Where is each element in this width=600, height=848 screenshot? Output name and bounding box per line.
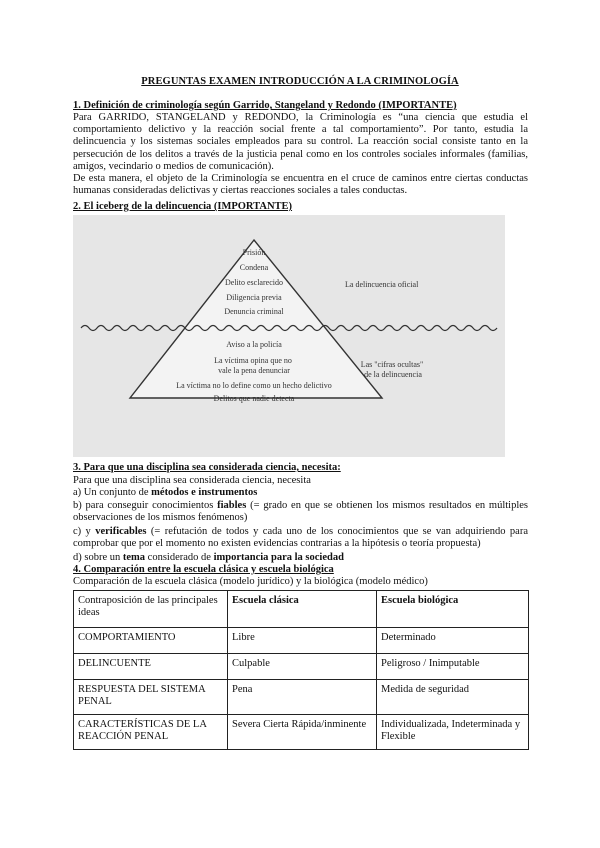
table-cell: Culpable [228,654,377,680]
label-cifras-ocultas: Las "cifras ocultas" de la delincuencia [360,360,424,379]
table-row [74,715,529,750]
item-b: b) para conseguir conocimientos fiables (= grado en que se obtienen los mismos resultados en múltiples observaciones de los mismos fenómenos) [73,500,529,524]
layer-delitos-no-detectados: Delitos que nadie detecta [213,394,295,403]
section-1-paragraph-2: De esta manera, el objeto de la Criminología se encuentra en el cruce de caminos entre ciertas conductas humanas consideradas delictivas y ciertas reacciones sociales a tales conductas. [73,173,528,197]
layer-condena: Condena [239,263,269,272]
table-cell: Peligroso / Inimputable [377,654,529,680]
header-cell-biologica: Escuela biológica [377,591,529,628]
layer-victima-no-denuncia: La víctima opina que no vale la pena denunciar [214,356,292,375]
section-3-intro: Para que una disciplina sea considerada ciencia, necesita [73,475,311,486]
document-title: PREGUNTAS EXAMEN INTRODUCCIÓN A LA CRIMINOLOGÍA [141,76,459,87]
layer-denuncia-criminal: Denuncia criminal [224,307,284,316]
table-row [74,628,529,654]
layer-aviso-policia: Aviso a la policía [226,340,282,349]
table-cell: Medida de seguridad [377,680,529,715]
table-header-row [74,591,529,628]
section-1-paragraph-1: Para GARRIDO, STANGELAND y REDONDO, la Criminología es “una ciencia que estudia el comportamiento delictivo y la reacción social frente a tal comportamiento”. Por tanto, estudia la delincuencia y los sistemas sociales empleados para su control. La reacción social consiste tanto en la persecución de los delitos a través de la justicia penal como en los controles sociales informales (familias, amigos, vecindario o medios de comunicación). [73,112,528,172]
comparison-table [73,590,529,750]
table-cell: Determinado [377,628,529,654]
table-cell: CARACTERÍSTICAS DE LA REACCIÓN PENAL [74,715,228,750]
section-1-heading: 1. Definición de criminología según Garrido, Stangeland y Redondo (IMPORTANTE) [73,100,457,111]
table-row [74,654,529,680]
header-cell-clasica: Escuela clásica [228,591,377,628]
label-delincuencia-oficial: La delincuencia oficial [345,280,419,289]
layer-diligencia-previa: Diligencia previa [226,293,282,302]
layer-delito-esclarecido: Delito esclarecido [225,278,283,287]
item-d: d) sobre un tema considerado de importancia para la sociedad [73,552,344,563]
header-cell-ideas: Contraposición de las principales ideas [74,591,228,628]
table-cell: Pena [228,680,377,715]
item-a: a) Un conjunto de métodos e instrumentos [73,487,258,498]
section-2-heading: 2. El iceberg de la delincuencia (IMPORTANTE) [73,201,293,212]
item-c: c) y verificables (= refutación de todos y cada uno de los conocimientos que se van adquiriendo para comprobar que por el momento no existen evidencias contrarias a la hipótesis o teoría propuesta) [73,526,528,550]
layer-victima-no-define: La víctima no lo define como un hecho delictivo [176,381,332,390]
table-row [74,680,529,715]
section-3-heading: 3. Para que una disciplina sea considerada ciencia, necesita: [73,462,341,473]
layer-prision: Prisión [242,248,266,257]
table-cell: Libre [228,628,377,654]
iceberg-figure [73,215,505,457]
section-4-intro: Comparación de la escuela clásica (modelo jurídico) y la biológica (modelo médico) [73,576,428,587]
table-cell: RESPUESTA DEL SISTEMA PENAL [74,680,228,715]
table-cell: COMPORTAMIENTO [74,628,228,654]
table-cell: DELINCUENTE [74,654,228,680]
section-4-heading: 4. Comparación entre la escuela clásica y escuela biológica [73,564,334,575]
table-cell: Severa Cierta Rápida/inminente [228,715,377,750]
table-cell: Individualizada, Indeterminada y Flexible [377,715,529,750]
